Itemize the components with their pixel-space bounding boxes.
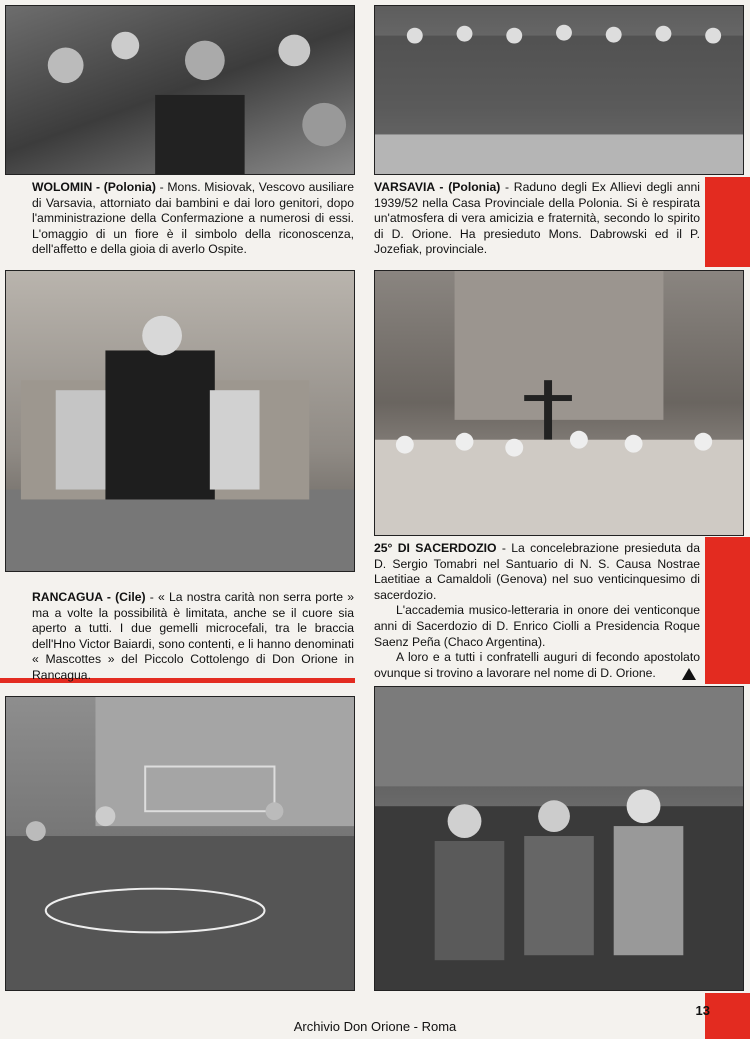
caption-place-varsavia: VARSAVIA - (Polonia) [374, 180, 501, 194]
archive-credit: Archivio Don Orione - Roma [293, 1019, 457, 1034]
caption-text-varsavia: - Raduno degli Ex Allievi degli anni 1939/52 nella Casa Provinciale della Polonia. Si è respirata un'atmosfera di vera amicizia e fraternità, secondo lo spirito di D. Orione. Ha presieduto Mons. Dabrowski ed il P. Jozefiak, provinciale. [374, 180, 700, 257]
caption-text-sacerdozio: - La concelebrazione presieduta da D. Sergio Tomabri nel Santuario di N. S. Causa Nostrae Laetitiae a Camaldoli (Genova) nel suo venticinquesimo di sacerdozio. [374, 541, 700, 602]
photo-accademia-audience [374, 686, 744, 991]
caption-rancagua [32, 590, 354, 684]
red-side-bar-top [705, 177, 750, 267]
caption-place-sacerdozio: 25° DI SACERDOZIO [374, 541, 497, 555]
photo-rancagua-twins [5, 270, 355, 572]
caption-text-wolomin: - Mons. Misiovak, Vescovo ausiliare di Varsavia, attorniato dai bambini e dai loro genitori, dopo l'amministrazione della Confermazione a numerosi di essi. L'omaggio di un fiore è il simbolo della riconoscenza, dell'affetto e della gioia di averlo Ospite. [32, 180, 354, 257]
triangle-icon [682, 668, 696, 680]
caption-sacerdozio-paragraph-2: L'accademia musico-letteraria in onore dei venticonque anni di Sacerdozio di D. Enrico Ciolli a Presidencia Roque Saenz Peña (Chaco Argentina). [374, 603, 700, 649]
page-number: 13 [695, 1003, 710, 1018]
photo-courtyard-game [5, 696, 355, 991]
photo-varsavia-group [374, 5, 744, 175]
red-side-bar-middle [705, 537, 750, 684]
photo-wolomin-crowd [5, 5, 355, 175]
caption-place-rancagua: RANCAGUA - (Cile) [32, 590, 146, 604]
photo-sacerdozio-altar [374, 270, 744, 536]
caption-wolomin [32, 180, 354, 258]
caption-place-wolomin: WOLOMIN - (Polonia) [32, 180, 156, 194]
caption-sacerdozio [374, 541, 700, 681]
caption-varsavia [374, 180, 700, 258]
caption-sacerdozio-paragraph-3: A loro e a tutti i confratelli auguri di fecondo apostolato ovunque si trovino a lavorare nel nome di D. Orione. [374, 650, 700, 680]
caption-text-rancagua: - « La nostra carità non serra porte » ma a volte la possibilità è limitata, anche se il cuore sia aperto a tutti. I due gemelli microcefali, tra le braccia dell'Hno Victor Baiardi, sono contenti, e li hanno denominati « Mascottes » del Piccolo Cottolengo di Don Orione in Rancagua. [32, 590, 355, 682]
